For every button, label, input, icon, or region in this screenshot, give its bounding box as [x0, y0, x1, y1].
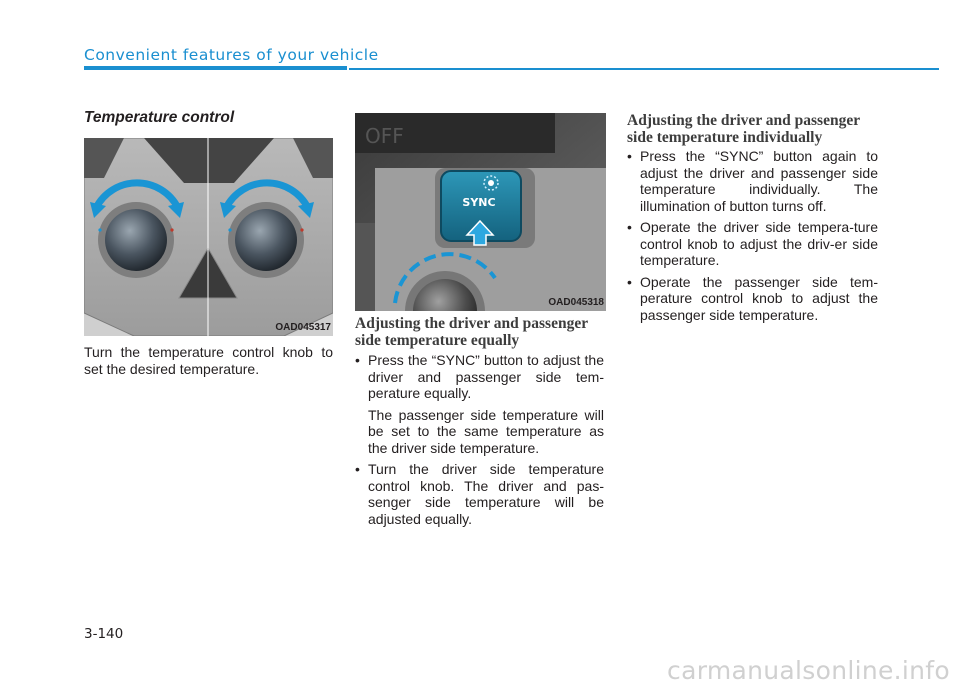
panel-off-text: OFF — [365, 124, 404, 148]
list-item — [627, 148, 878, 214]
bullet-text: • Operate the passenger side tem-perature control knob to adjust the passenger side temperature. — [640, 273, 878, 323]
figure-sync-button — [355, 113, 606, 311]
figure-code: OAD045318 — [548, 297, 604, 308]
figure-code: OAD045317 — [275, 322, 331, 333]
sync-illustration — [355, 113, 606, 311]
equal-heading-line2: side temperature equally — [355, 332, 520, 349]
header-rule-thick — [84, 66, 347, 70]
intro-text: Turn the temperature control knob to set the desired temperature. — [84, 344, 333, 377]
bullet-text: • Press the “SYNC” button again to adjust the driver and passenger side temperature individually. The illumination of button turns off. — [640, 148, 878, 214]
bullet-text: • Operate the driver side tempera-ture control knob to adjust the driv-er side temperature. — [640, 219, 878, 268]
individual-heading-line1: Adjusting the driver and passenger — [627, 112, 861, 129]
bullet-note: The passenger side temperature will be set to the same temperature as the driver side temperature. — [368, 406, 604, 456]
figure-temperature-knobs — [84, 138, 333, 336]
equal-heading-line1: Adjusting the driver and passenger — [355, 315, 589, 332]
watermark: carmanualsonline.info — [667, 656, 950, 685]
sync-label: SYNC — [462, 196, 496, 209]
list-item — [627, 219, 878, 269]
section-title: Temperature control — [84, 109, 235, 126]
list-item — [355, 461, 604, 527]
individual-heading-line2: side temperature individually — [627, 129, 823, 146]
list-item — [355, 352, 604, 456]
list-item — [627, 274, 878, 324]
bullet-text: • Turn the driver side temperature control knob. The driver and pas-senger side temperature will be adjusted equally. — [368, 461, 604, 527]
page-number: 3-140 — [84, 626, 124, 642]
equal-bullets — [355, 352, 604, 532]
individual-bullets — [627, 148, 878, 328]
header-rule-thin — [349, 68, 939, 70]
knobs-illustration — [84, 138, 333, 336]
bullet-text: • Press the “SYNC” button to adjust the driver and passenger side tem-perature equally. — [368, 352, 604, 401]
header-title: Convenient features of your vehicle — [84, 46, 379, 64]
